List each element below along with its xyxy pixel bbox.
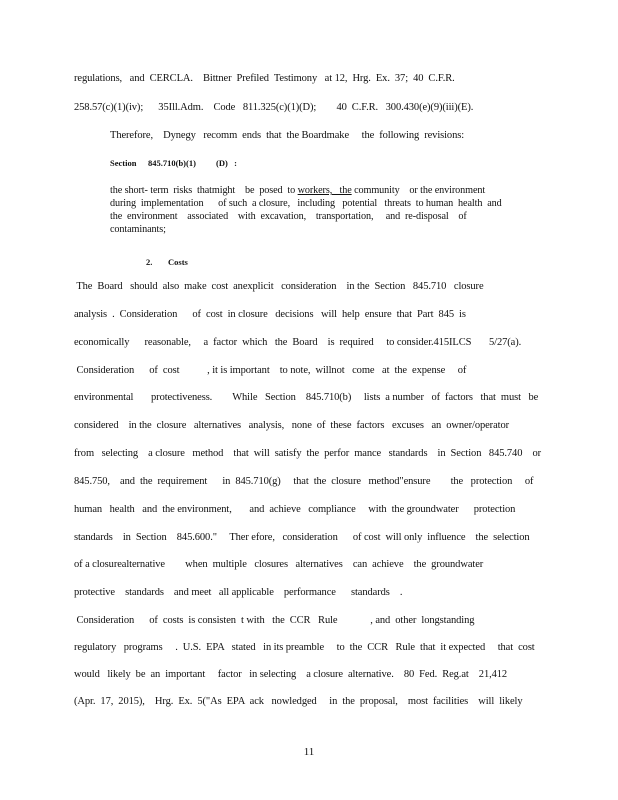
text-line: Therefore, Dynegy recomm ends that the Boardmake the following revisions:: [110, 130, 465, 141]
body-line: Consideration of costs is consisten t with the CCR Rule , and other longstanding: [74, 615, 475, 626]
body-line: would likely be an important factor in selecting a closure alternative. 80 Fed. Reg.at 21,412: [74, 669, 508, 680]
quoted-block-line: the environment associated with excavation, transportation, and re-disposal of: [110, 211, 467, 222]
quoted-block-line: contaminants;: [110, 224, 166, 235]
body-line: standards in Section 845.600." Ther efore, consideration of cost will only influence the selection: [74, 532, 530, 543]
body-line: regulatory programs . U.S. EPA stated in its preamble to the CCR Rule that it expected that cost: [74, 642, 535, 653]
body-line: protective standards and meet all applicable performance standards .: [74, 587, 403, 598]
body-line: Consideration of cost , it is important to note, willnot come at the expense of: [74, 365, 467, 376]
quoted-block-line: during implementation of such a closure, including potential threats to human health and: [110, 198, 502, 209]
subheading-title: Costs: [168, 257, 188, 267]
body-line: of a closurealternative when multiple closures alternatives can achieve the groundwater: [74, 559, 484, 570]
body-line: human health and the environment, and achieve compliance with the groundwater protection: [74, 504, 516, 515]
underlined-text: workers, the: [297, 185, 352, 196]
body-line: considered in the closure alternatives analysis, none of these factors excuses an owner/operator: [74, 420, 509, 431]
body-line: (Apr. 17, 2015), Hrg. Ex. 5("As EPA ack nowledged in the proposal, most facilities will likely: [74, 696, 523, 707]
text-line: regulations, and CERCLA. Bittner Prefiled Testimony at 12, Hrg. Ex. 37; 40 C.F.R.: [74, 73, 455, 84]
section-heading-sub: (D) :: [216, 158, 238, 168]
body-line: economically reasonable, a factor which the Board is required to consider.415ILCS 5/27(a).: [74, 337, 522, 348]
section-heading-number: 845.710(b)(1): [148, 158, 196, 168]
section-heading-label: Section: [110, 158, 137, 168]
body-line: environmental protectiveness. While Section 845.710(b) lists a number of factors that must be: [74, 392, 539, 403]
text-line: 258.57(c)(1)(iv); 35Ill.Adm. Code 811.325(c)(1)(D); 40 C.F.R. 300.430(e)(9)(iii)(E).: [74, 102, 474, 113]
body-line: from selecting a closure method that will satisfy the perfor mance standards in Section 845.740 or: [74, 448, 541, 459]
page-number: 11: [303, 746, 315, 758]
body-line: The Board should also make cost anexplicit consideration in the Section 845.710 closure: [74, 281, 484, 292]
quoted-block-line: the short- term risks thatmight be posed to workers, the community or the environment: [110, 185, 486, 196]
body-line: 845.750, and the requirement in 845.710(g) that the closure method"ensure the protection of: [74, 476, 534, 487]
body-line: analysis . Consideration of cost in closure decisions will help ensure that Part 845 is: [74, 309, 466, 320]
subheading-number: 2.: [146, 257, 153, 267]
